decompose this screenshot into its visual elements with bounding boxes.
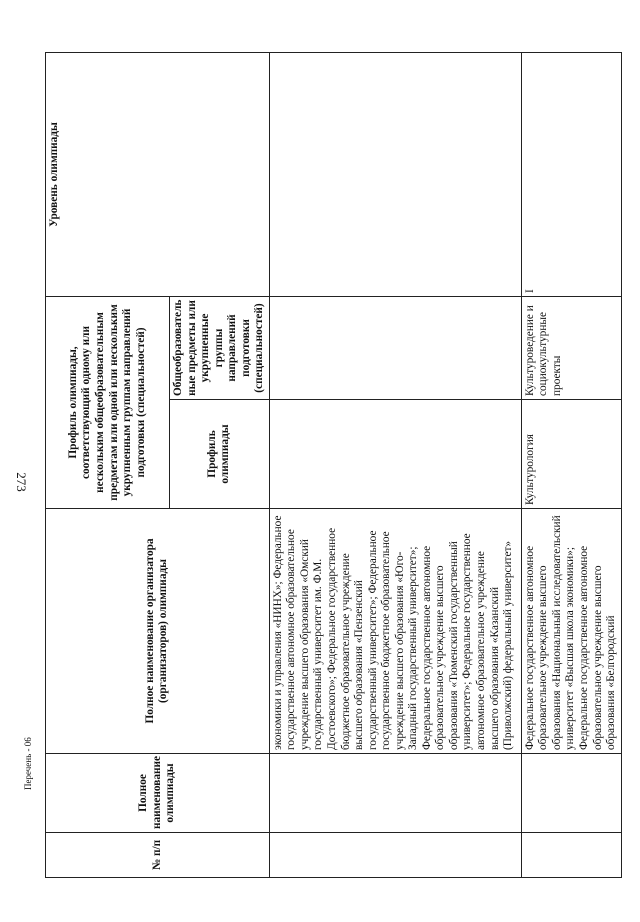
header-profile: Профиль олимпиады (170, 400, 270, 509)
page-number: 273 (14, 472, 29, 492)
cell-organizer: экономики и управления «НИНХ»; Федеральное государственное автономное образовательное учреждение высшего образования «Омский государственный университет им. Ф.М. Достоевского»; Федеральное государственное бюджетное образовательное учреждение высшего образования «Пензенский государственный университет»; Федеральное государственное бюджетное образовательное учреждение высшего образования «Юго-Западный государственный университет»; Федеральное государственное автономное образовательное учреждение высшего образования «Тюменский государственный университет»; Федеральное государственное автономное образовательное учреждение высшего образования «Казанский (Приволжский) федеральный университет» (269, 509, 521, 754)
cell-subjects (269, 297, 521, 400)
table-header-row (46, 53, 170, 878)
table-row (269, 53, 521, 878)
cell-olympiad-name (521, 754, 621, 833)
cell-profile: Культурология (521, 400, 621, 509)
rotated-page-content (45, 53, 618, 878)
cell-olympiad-name (269, 754, 521, 833)
cell-subjects: Культуроведение и социокультурные проекты (521, 297, 621, 400)
footer-note: Перечень - 06 (23, 737, 33, 790)
header-organizer: Полное наименование организатора (организаторов) олимпиады (46, 509, 270, 754)
cell-number (521, 833, 621, 878)
olympiad-table (45, 52, 622, 878)
cell-organizer: Федеральное государственное автономное образовательное учреждение высшего образования «Национальный исследовательский университет «Высшая школа экономики»; Федеральное государственное автономное образовательное учреждение высшего образования «Белгородский (521, 509, 621, 754)
header-number: № п/п (46, 833, 270, 878)
cell-number (269, 833, 521, 878)
header-olympiad-name: Полное наименование олимпиады (46, 754, 270, 833)
header-subjects: Общеобразователь ные предметы или укрупненные группы направлений подготовки (специальностей) (170, 297, 270, 400)
cell-level: I (521, 53, 621, 297)
cell-profile (269, 400, 521, 509)
cell-level (269, 53, 521, 297)
header-level: Уровень олимпиады (46, 53, 270, 297)
header-profile-group: Профиль олимпиады, соответствующий одному или нескольким общеобразовательным предметам или одной или нескольким укрупненным группам направлений подготовки (специальностей) (46, 297, 170, 509)
table-row (521, 53, 621, 878)
